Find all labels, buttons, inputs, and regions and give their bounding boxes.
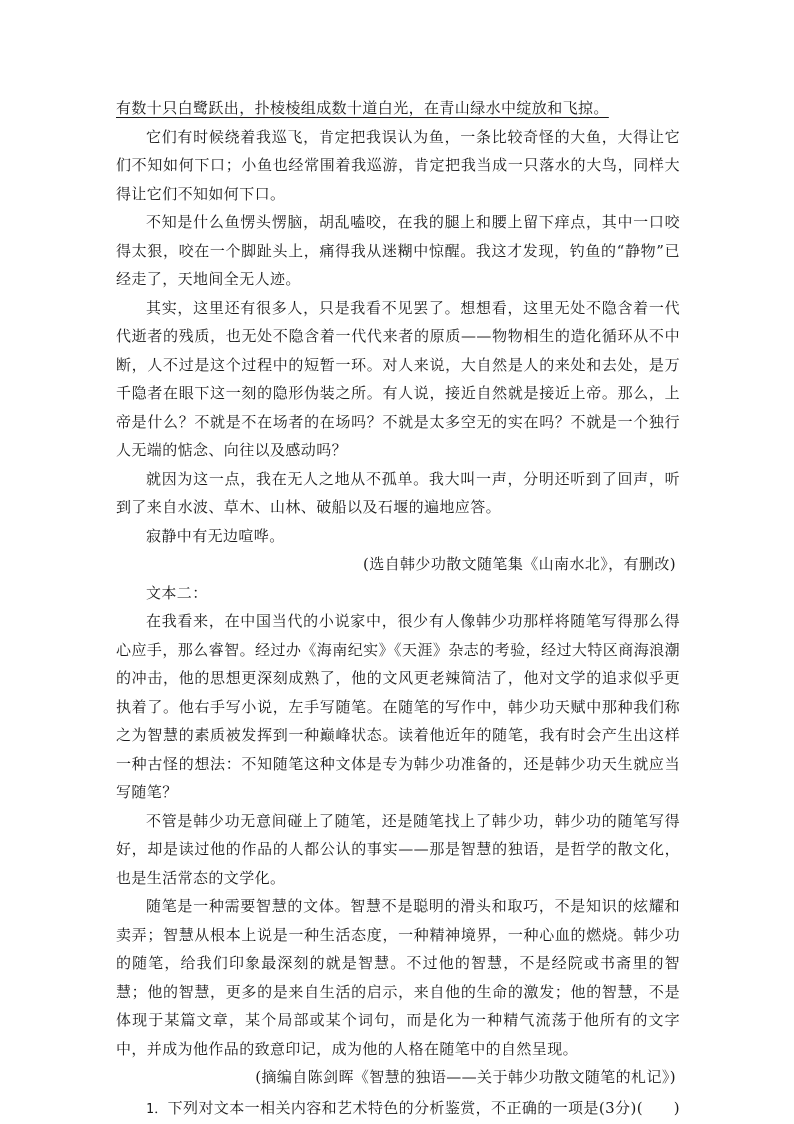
- text1-source: (选自韩少功散文随笔集《山南水北》，有删改): [116, 550, 680, 579]
- text1-paragraph-4: 就因为这一点，我在无人之地从不孤单。我大叫一声，分明还听到了回声，听到了来自水波、草木、山林、破船以及石堰的遍地应答。: [116, 465, 680, 522]
- text2-heading: 文本二：: [116, 579, 680, 608]
- question-1: [116, 1094, 680, 1124]
- text1-first-line: [116, 94, 680, 123]
- text1-paragraph-5: 寂静中有无边喧哗。: [116, 522, 680, 551]
- text2-paragraph-2: 不管是韩少功无意间碰上了随笔，还是随笔找上了韩少功，韩少功的随笔写得好，却是读过他的作品的人都公认的事实——那是智慧的独语，是哲学的散文化，也是生活常态的文学化。: [116, 807, 680, 893]
- question-text: 下列对文本一相关内容和艺术特色的分析鉴赏，不正确的一项是(3分)( ): [168, 1099, 680, 1117]
- underlined-sentence: 有数十只白鹭跃出，扑棱棱组成数十道白光，在青山绿水中绽放和飞掠。: [116, 99, 609, 117]
- text2-source: (摘编自陈剑晖《智慧的独语——关于韩少功散文随笔的札记》): [116, 1063, 680, 1092]
- document-content: [116, 94, 680, 1124]
- text1-paragraph-2: 不知是什么鱼愣头愣脑，胡乱嗑咬，在我的腿上和腰上留下痒点，其中一口咬得太狠，咬在一个脚趾头上，痛得我从迷糊中惊醒。我这才发现，钓鱼的“静物”已经走了，天地间全无人迹。: [116, 208, 680, 294]
- text1-paragraph-3: 其实，这里还有很多人，只是我看不见罢了。想想看，这里无处不隐含着一代代逝者的残质，也无处不隐含着一代代来者的原质——物物相生的造化循环从不中断，人不过是这个过程中的短暂一环。对人来说，大自然是人的来处和去处，是万千隐者在眼下这一刻的隐形伪装之所。有人说，接近自然就是接近上帝。那么，上帝是什么？不就是不在场者的在场吗？不就是太多空无的实在吗？不就是一个独行人无端的惦念、向往以及感动吗？: [116, 294, 680, 465]
- text1-paragraph-1: 它们有时候绕着我巡飞，肯定把我误认为鱼，一条比较奇怪的大鱼，大得让它们不知如何下口；小鱼也经常围着我巡游，肯定把我当成一只落水的大鸟，同样大得让它们不知如何下口。: [116, 123, 680, 209]
- text2-paragraph-3: 随笔是一种需要智慧的文体。智慧不是聪明的滑头和取巧，不是知识的炫耀和卖弄；智慧从根本上说是一种生活态度，一种精神境界，一种心血的燃烧。韩少功的随笔，给我们印象最深刻的就是智慧。不过他的智慧，不是经院或书斋里的智慧；他的智慧，更多的是来自生活的启示，来自他的生命的激发；他的智慧，不是体现于某篇文章，某个局部或某个词句，而是化为一种精气流荡于他所有的文字中，并成为他作品的致意印记，成为他的人格在随笔中的自然呈现。: [116, 892, 680, 1063]
- question-number: 1．: [146, 1102, 168, 1117]
- text2-paragraph-1: 在我看来，在中国当代的小说家中，很少有人像韩少功那样将随笔写得那么得心应手，那么睿智。经过办《海南纪实》《天涯》杂志的考验，经过大特区商海浪潮的冲击，他的思想更深刻成熟了，他的文风更老辣简洁了，他对文学的追求似乎更执着了。他右手写小说，左手写随笔。在随笔的写作中，韩少功天赋中那种我们称之为智慧的素质被发挥到一种巅峰状态。读着他近年的随笔，我有时会产生出这样一种古怪的想法：不知随笔这种文体是专为韩少功准备的，还是韩少功天生就应当写随笔？: [116, 607, 680, 807]
